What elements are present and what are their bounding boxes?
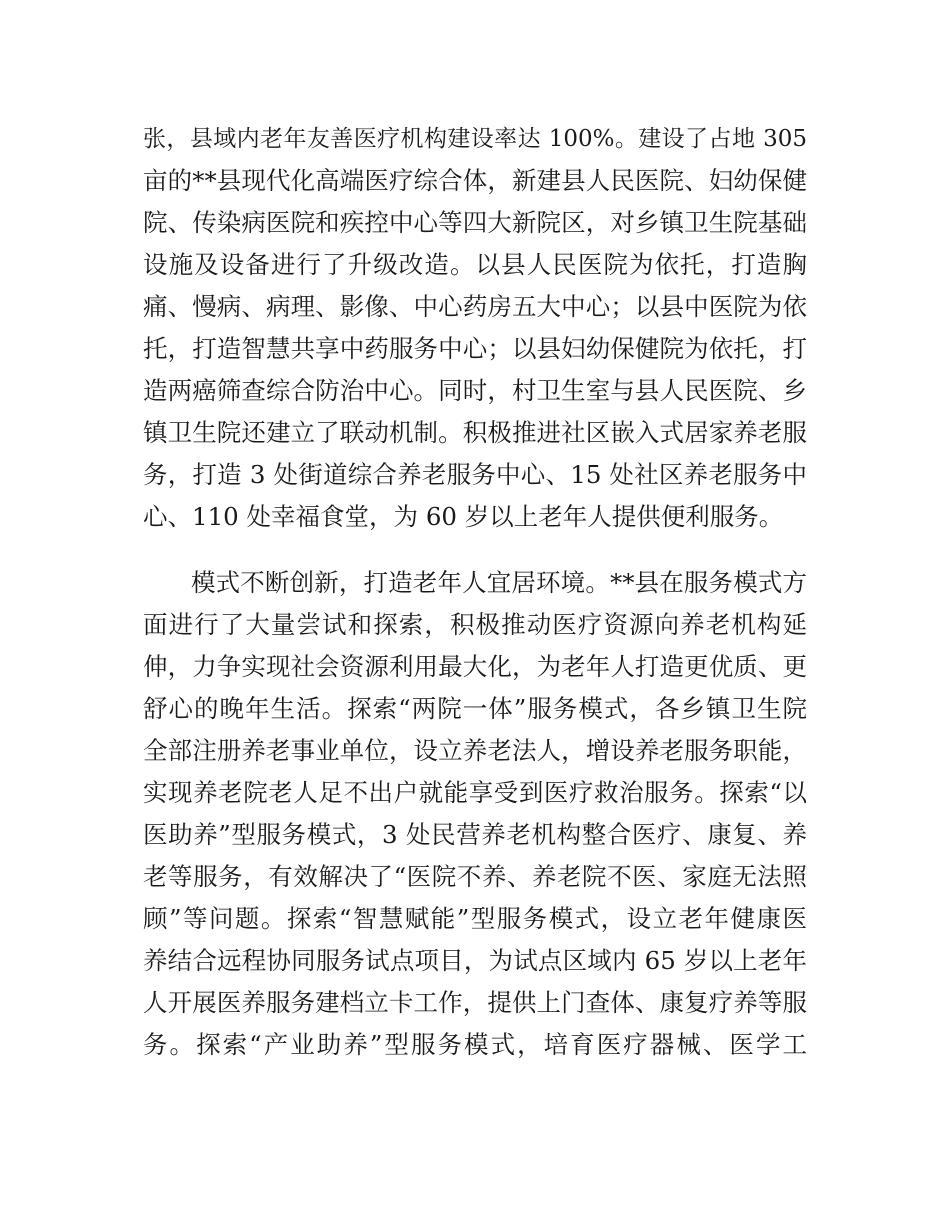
- paragraph-line: 养结合远程协同服务试点项目，为试点区域内 65 岁以上老年: [143, 946, 807, 975]
- paragraph-line: 模式不断创新，打造老年人宜居环境。**县在服务模式方: [191, 568, 807, 597]
- paragraph-line: 设施及设备进行了升级改造。以县人民医院为依托，打造胸: [143, 250, 807, 279]
- paragraph-line: 张，县域内老年友善医疗机构建设率达 100%。建设了占地 305: [143, 126, 807, 152]
- paragraph-line: 面进行了大量尝试和探索，积极推动医疗资源向养老机构延: [143, 610, 807, 639]
- paragraph-line: 伸，力争实现社会资源利用最大化，为老年人打造更优质、更: [143, 652, 807, 681]
- paragraph-line: 舒心的晚年生活。探索“两院一体”服务模式，各乡镇卫生院: [143, 694, 807, 723]
- paragraph-line: 人开展医养服务建档立卡工作，提供上门查体、康复疗养等服: [143, 988, 807, 1017]
- paragraph-line: 老等服务，有效解决了“医院不养、养老院不医、家庭无法照: [143, 862, 807, 891]
- paragraph-line: 务。探索“产业助养”型服务模式，培育医疗器械、医学工: [143, 1030, 807, 1059]
- paragraph-line: 医助养”型服务模式，3 处民营养老机构整合医疗、康复、养: [143, 820, 807, 849]
- paragraph-line: 心、110 处幸福食堂，为 60 岁以上老年人提供便利服务。: [143, 502, 784, 531]
- paragraph-line: 镇卫生院还建立了联动机制。积极推进社区嵌入式居家养老服: [143, 418, 807, 447]
- paragraph-line: 实现养老院老人足不出户就能享受到医疗救治服务。探索“以: [143, 778, 807, 807]
- paragraph-line: 顾”等问题。探索“智慧赋能”型服务模式，设立老年健康医: [143, 904, 807, 933]
- paragraph-line: 托，打造智慧共享中药服务中心；以县妇幼保健院为依托，打: [143, 334, 807, 363]
- paragraph-line: 造两癌筛查综合防治中心。同时，村卫生室与县人民医院、乡: [143, 376, 807, 405]
- paragraph-line: 全部注册养老事业单位，设立养老法人，增设养老服务职能，: [143, 736, 807, 765]
- paragraph-line: 痛、慢病、病理、影像、中心药房五大中心；以县中医院为依: [143, 292, 807, 321]
- paragraph-line: 院、传染病医院和疾控中心等四大新院区，对乡镇卫生院基础: [143, 208, 807, 237]
- paragraph-line: 亩的**县现代化高端医疗综合体，新建县人民医院、妇幼保健: [143, 166, 807, 195]
- paragraph-line: 务，打造 3 处街道综合养老服务中心、15 处社区养老服务中: [143, 460, 807, 489]
